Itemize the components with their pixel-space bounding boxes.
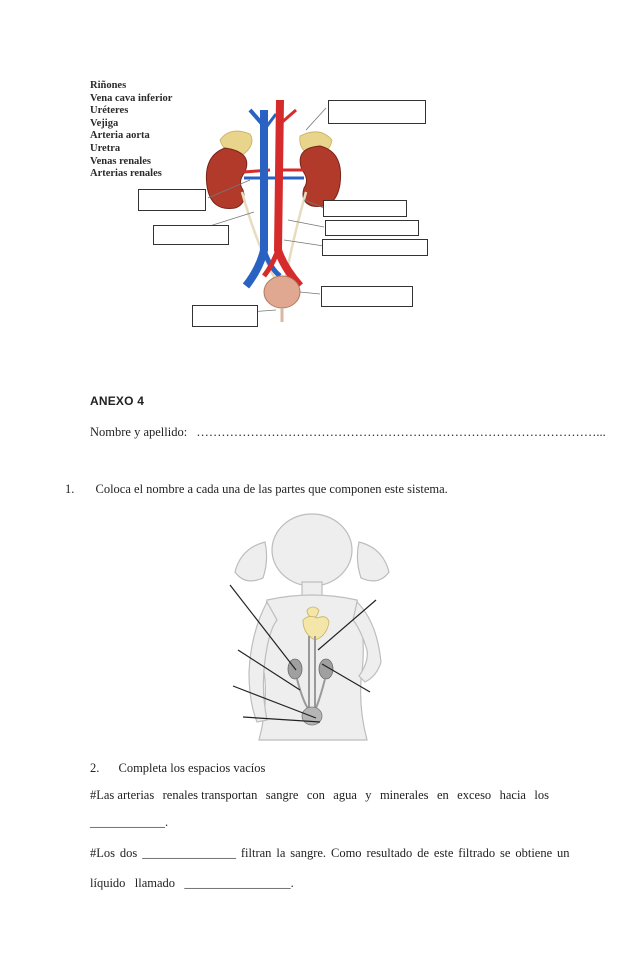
name-blank[interactable]: ……………………………………………………………………………………... <box>196 425 606 439</box>
legend-item: Arterias renales <box>90 168 162 180</box>
sentence-word: minerales <box>379 788 429 802</box>
sentence-word: agua <box>333 788 357 802</box>
legend-item: Vena cava inferior <box>90 92 173 104</box>
sentence-word: renales transportan <box>162 788 258 802</box>
sentence-word: y <box>365 788 372 802</box>
question-text: Completa los espacios vacíos <box>118 761 266 775</box>
sentence-1-blank[interactable]: ____________. <box>90 815 169 829</box>
question-text: Coloca el nombre a cada una de las partes que componen este sistema. <box>95 482 448 496</box>
sentence-1-line-1 <box>90 788 549 803</box>
sentence-word: con <box>306 788 325 802</box>
sentence-word: hacia <box>499 788 526 802</box>
sentence-word: sangre <box>265 788 299 802</box>
legend-item: Uretra <box>90 142 121 154</box>
sentence-word: #Las arterias <box>90 788 155 802</box>
question-2 <box>90 761 265 776</box>
legend-item: Riñones <box>90 80 127 91</box>
question-number: 1. <box>65 482 75 496</box>
sentence-2-line-2: líquido llamado _________________. <box>90 876 294 890</box>
sentence-word: en <box>436 788 449 802</box>
legend-item: Arteria aorta <box>90 130 150 142</box>
legend-item: Venas renales <box>90 155 151 167</box>
section-title: ANEXO 4 <box>90 394 145 408</box>
sentence-2-line-1: #Los dos _______________ filtran la sangre. Como resultado de este filtrado se obtiene un <box>90 846 570 860</box>
sentence-word: exceso <box>457 788 492 802</box>
name-label: Nombre y apellido: <box>90 425 188 439</box>
question-number: 2. <box>90 761 100 775</box>
legend-item: Uréteres <box>90 105 129 117</box>
legend-item: Vejiga <box>90 117 119 129</box>
sentence-word: los <box>534 788 549 802</box>
